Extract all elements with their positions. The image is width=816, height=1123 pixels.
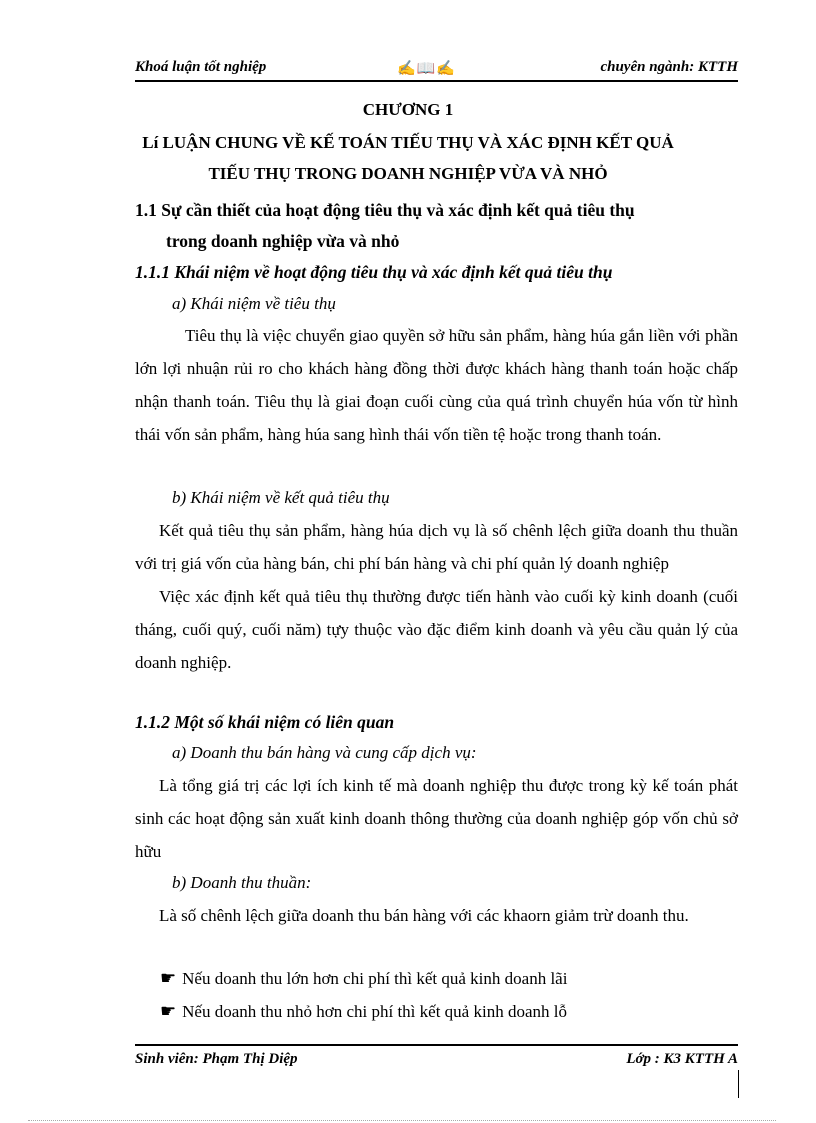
paragraph-ket-qua bbox=[135, 514, 738, 679]
paragraph-text: Việc xác định kết quả tiêu thụ thường được tiến hành vào cuối kỳ kinh doanh (cuối tháng, cuối quý, cuối năm) tựy thuộc vào đặc điểm kinh doanh và yêu cầu quản lý của doanh nghiệp. bbox=[135, 587, 738, 672]
header-left: Khoá luận tốt nghiệp bbox=[135, 59, 267, 75]
pointing-hand-icon: ☛ bbox=[160, 1001, 177, 1021]
paragraph-text: Kết quả tiêu thụ sản phẩm, hàng húa dịch vụ là số chênh lệch giữa doanh thu thuần với trị giá vốn của hàng bán, chi phí bán hàng và chi phí quản lý doanh nghiệp bbox=[135, 521, 738, 573]
section-1-1-2-heading: 1.1.2 Một số khái niệm có liên quan bbox=[135, 712, 395, 732]
bullet-text: Nếu doanh thu lớn hơn chi phí thì kết quả kinh doanh lãi bbox=[182, 969, 568, 988]
margin-line bbox=[738, 1070, 739, 1098]
subheading-b-doanh-thu-thuan: b) Doanh thu thuần: bbox=[172, 873, 312, 892]
footer-right: Lớp : K3 KTTH A bbox=[626, 1051, 738, 1067]
section-1-1-1-heading: 1.1.1 Khái niệm về hoạt động tiêu thụ và xác định kết quả tiêu thụ bbox=[135, 262, 613, 282]
header-right: chuyên ngành: KTTH bbox=[600, 59, 738, 75]
subheading-b-ket-qua: b) Khái niệm về kết quả tiêu thụ bbox=[172, 488, 390, 507]
page-bottom-dots bbox=[28, 1120, 776, 1121]
footer-left: Sinh viên: Phạm Thị Diệp bbox=[135, 1051, 298, 1067]
chapter-number: CHƯƠNG 1 bbox=[362, 100, 454, 119]
bullet-item-lai bbox=[160, 968, 567, 989]
subheading-a-tieu-thu: a) Khái niệm về tiêu thụ bbox=[172, 294, 336, 313]
paragraph-tieu-thu bbox=[135, 319, 738, 451]
paragraph-text: Là số chênh lệch giữa doanh thu bán hàng với các khaorn giảm trừ doanh thu. bbox=[159, 906, 689, 925]
page-footer bbox=[135, 1044, 738, 1072]
section-1-1-line1: 1.1 Sự cần thiết của hoạt động tiêu thụ và xác định kết quả tiêu thụ bbox=[135, 200, 635, 220]
page-header bbox=[135, 58, 738, 82]
bullet-text: Nếu doanh thu nhỏ hơn chi phí thì kết quả kinh doanh lỗ bbox=[182, 1002, 567, 1021]
bullet-item-lo bbox=[160, 1001, 567, 1022]
paragraph-text: Tiêu thụ là việc chuyển giao quyền sở hữu sản phẩm, hàng húa gắn liền với phần lớn lợi nhuận rủi ro cho khách hàng đồng thời được khách hàng thanh toán hoặc chấp nhận thanh toán. Tiêu thụ là giai đoạn cuối cùng của quá trình chuyển húa vốn từ hình thái vốn sản phẩm, hàng húa sang hình thái vốn tiền tệ hoặc trong thanh toán. bbox=[135, 326, 738, 444]
header-ornament-icon: ✍📖✍ bbox=[397, 61, 457, 77]
chapter-title-line2: TIẾU THỤ TRONG DOANH NGHIỆP VỪA VÀ NHỎ bbox=[208, 164, 608, 183]
paragraph-doanh-thu-thuan bbox=[135, 899, 738, 932]
paragraph-doanh-thu bbox=[135, 769, 738, 868]
chapter-title-line1: Lí LUẬN CHUNG VỀ KẾ TOÁN TIẾU THỤ VÀ XÁC ĐỊNH KẾT QUẢ bbox=[142, 133, 674, 152]
paragraph-text: Là tổng giá trị các lợi ích kinh tế mà doanh nghiệp thu được trong kỳ kế toán phát sinh các hoạt động sản xuất kinh doanh thông thường của doanh nghiệp góp vốn chủ sở hữu bbox=[135, 776, 738, 861]
subheading-a-doanh-thu: a) Doanh thu bán hàng và cung cấp dịch vụ: bbox=[172, 743, 477, 762]
pointing-hand-icon: ☛ bbox=[160, 968, 177, 988]
section-1-1-line2: trong doanh nghiệp vừa và nhỏ bbox=[166, 231, 400, 251]
